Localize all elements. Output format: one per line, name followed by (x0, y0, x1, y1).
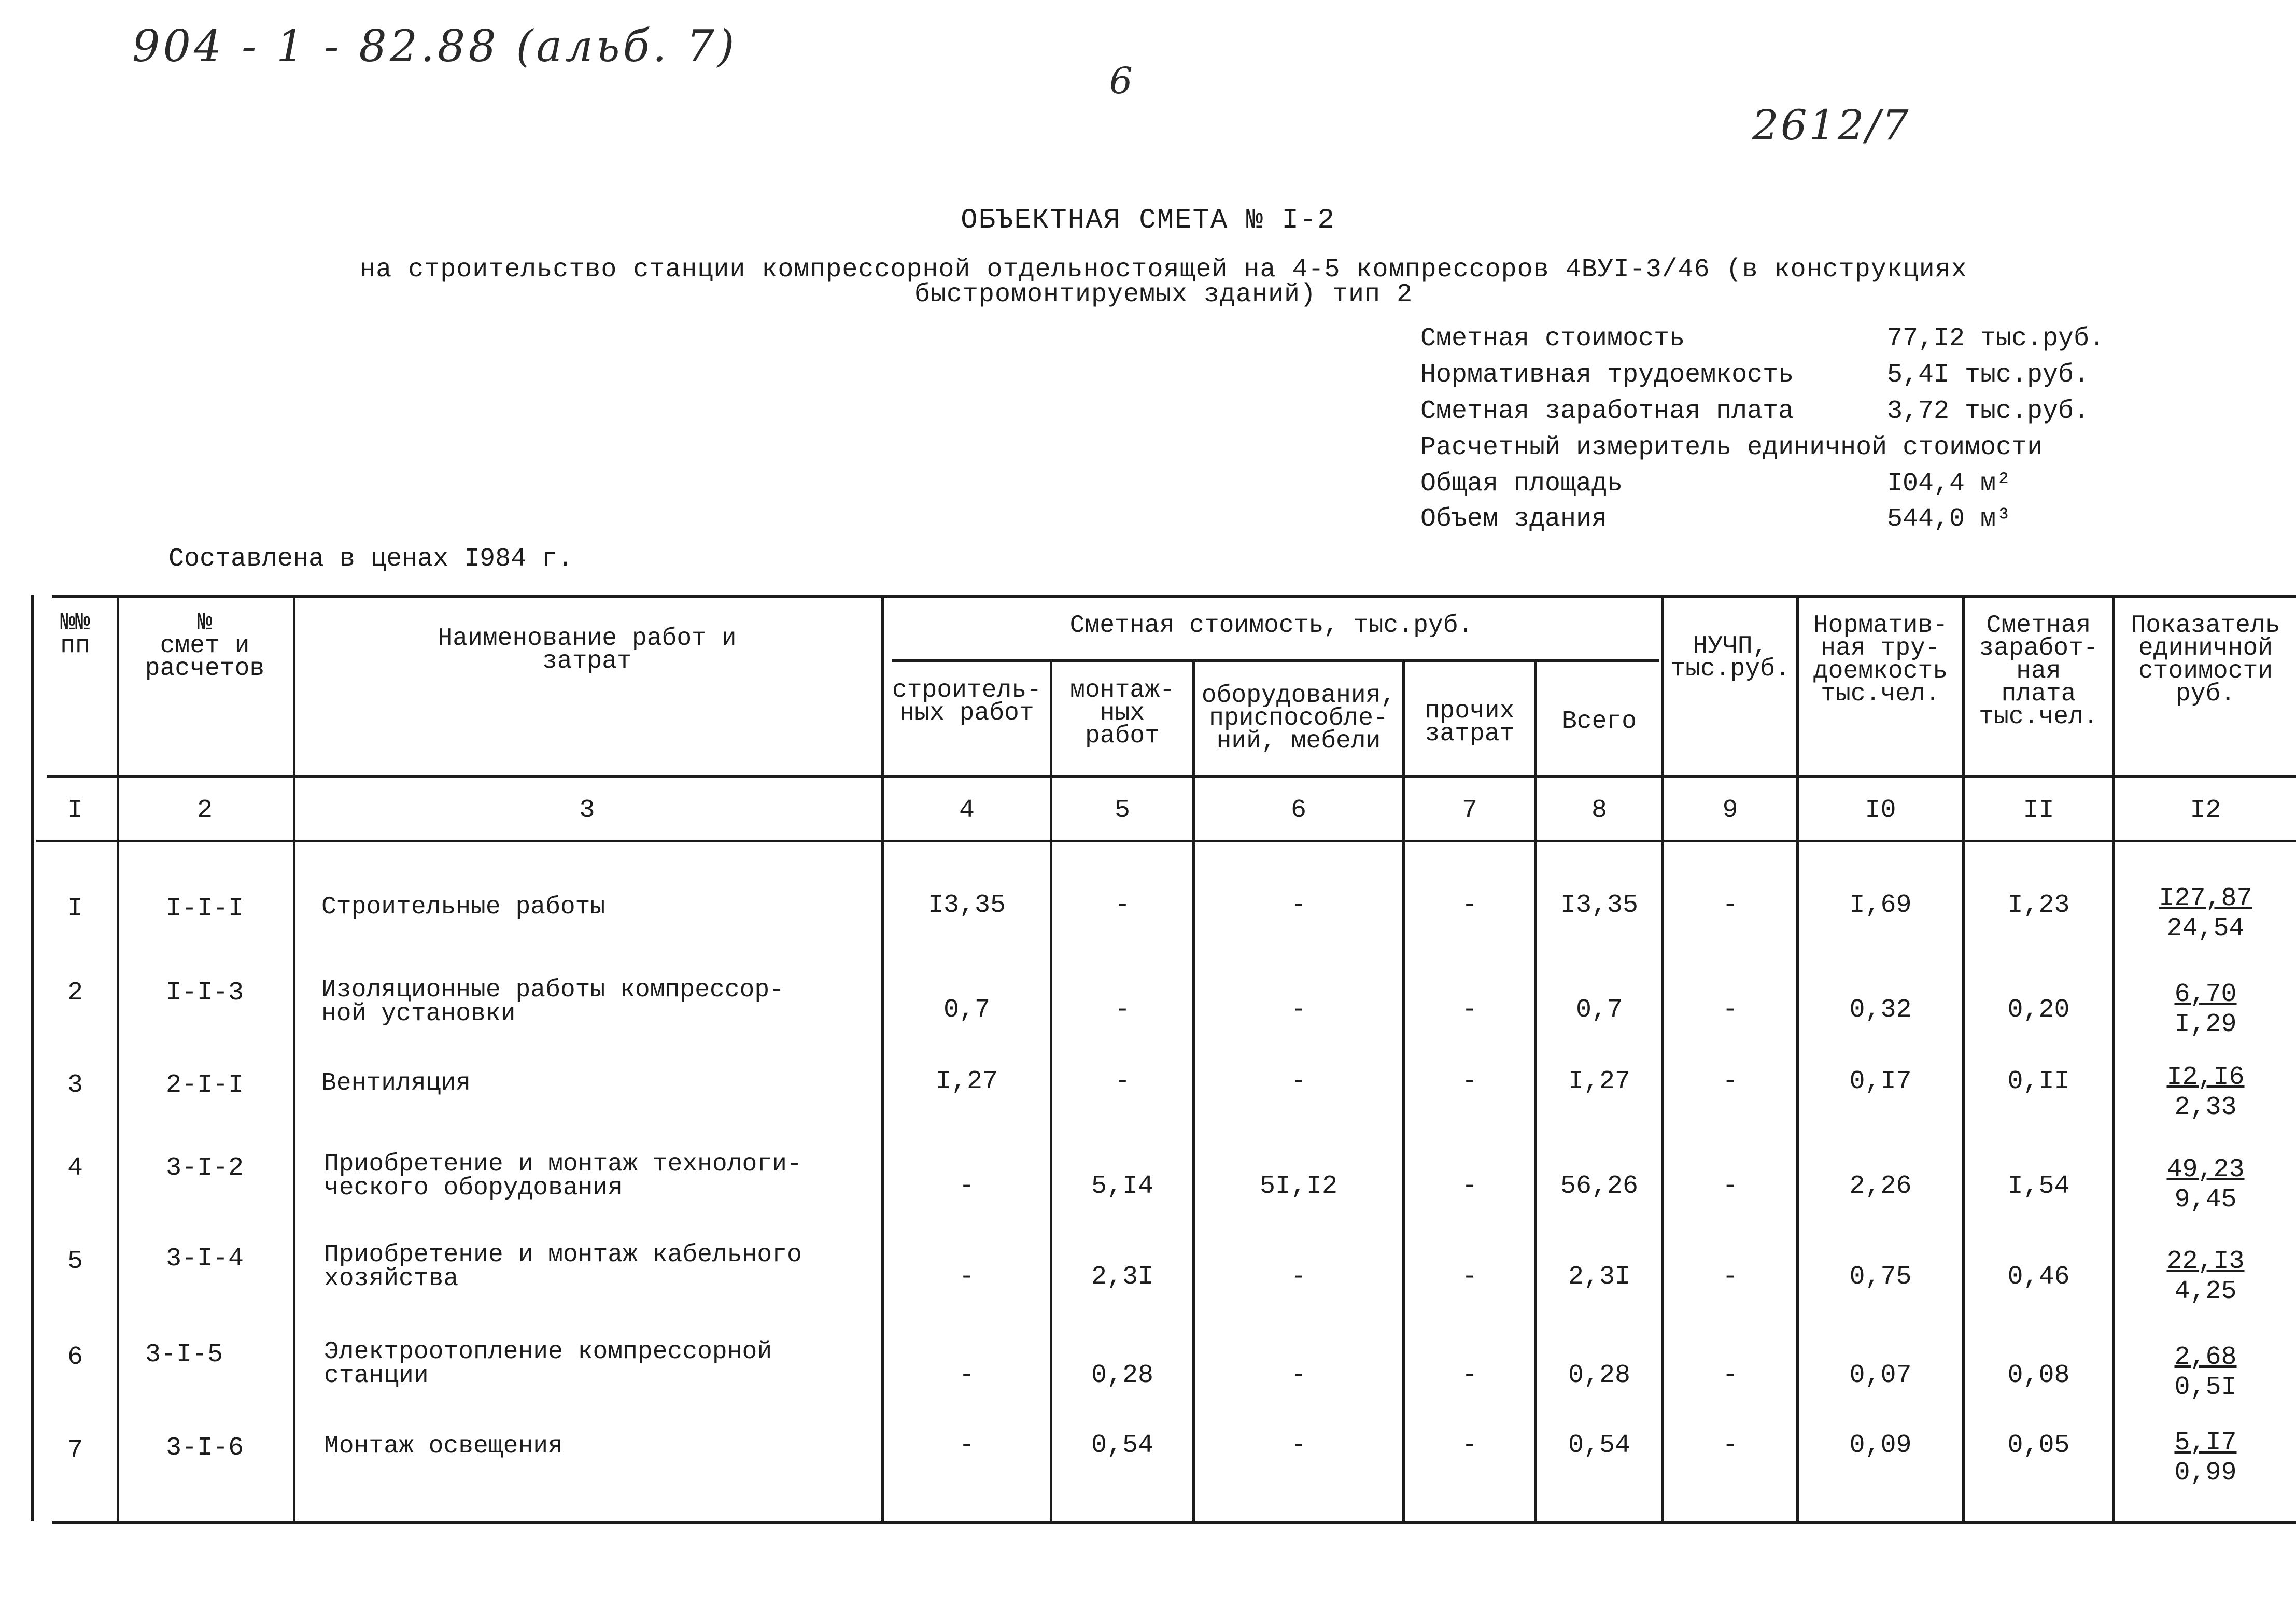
header-estimate-number: № смет и расчетов (145, 609, 265, 683)
header-total: Всего (1561, 708, 1637, 736)
wages-value: 0,05 (2007, 1431, 2070, 1460)
document-subtitle-line-1: на строительство станции компрессорной отдельностоящей на 4-5 компрессоров 4ВУI-3/46 (в конструкциях (360, 255, 1967, 285)
row-number: 2 (67, 978, 83, 1008)
summary-label-building-volume: Объем здания (1420, 504, 1608, 534)
col-divider-2 (293, 595, 295, 1521)
labor-intensity-value: 0,I7 (1849, 1067, 1912, 1096)
equipment-cost: 5I,I2 (1259, 1172, 1338, 1201)
unit-cost-denominator: 0,99 (2174, 1458, 2237, 1488)
header-other-costs: прочих затрат (1425, 697, 1515, 748)
other-cost: - (1461, 1262, 1477, 1292)
installation-cost: - (1114, 995, 1130, 1025)
unit-cost-indicator (2115, 1428, 2296, 1488)
unit-cost-indicator (2115, 884, 2296, 944)
header-equipment: оборудования, приспособле- ний, мебели (1201, 682, 1396, 755)
total-cost: 0,54 (1568, 1431, 1631, 1460)
estimate-code: 3-I-5 (145, 1340, 223, 1370)
wages-value: I,23 (2007, 891, 2070, 920)
unit-cost-numerator: I2,I6 (2166, 1063, 2245, 1092)
wages-value: 0,08 (2007, 1361, 2070, 1390)
nuchp-value: - (1722, 1361, 1738, 1390)
unit-cost-denominator: 24,54 (2166, 914, 2245, 943)
unit-cost-denominator: 0,5I (2174, 1373, 2237, 1402)
equipment-cost: - (1290, 1262, 1306, 1292)
labor-intensity-value: 0,75 (1849, 1262, 1912, 1292)
estimate-code: 3-I-6 (165, 1433, 244, 1463)
labor-intensity-value: 0,09 (1849, 1431, 1912, 1460)
installation-cost: 2,3I (1091, 1262, 1154, 1292)
header-construction-works: строитель- ных работ (892, 676, 1042, 727)
work-name: Изоляционные работы компрессор- ной установки (321, 976, 784, 1028)
table-bottom-rule (52, 1521, 2296, 1524)
row-number: 3 (67, 1070, 83, 1100)
sheet-code-handwritten: 2612/7 (1752, 101, 1911, 149)
row-number: 7 (67, 1436, 83, 1465)
total-cost: I,27 (1568, 1067, 1631, 1096)
installation-cost: - (1114, 891, 1130, 920)
labor-intensity-value: 0,32 (1849, 995, 1912, 1025)
row-number: I (67, 894, 83, 924)
row-number: 4 (67, 1153, 83, 1183)
column-number-12: I2 (2190, 796, 2221, 825)
unit-cost-indicator (2115, 1155, 2296, 1215)
construction-cost: I3,35 (927, 891, 1006, 920)
summary-value-wages: 3,72 тыс.руб. (1887, 397, 2090, 426)
construction-cost: I,27 (935, 1067, 998, 1096)
equipment-cost: - (1290, 995, 1306, 1025)
installation-cost: 0,54 (1091, 1431, 1154, 1460)
other-cost: - (1461, 1361, 1477, 1390)
summary-label-total-area: Общая площадь (1420, 469, 1623, 499)
summary-value-total-area: I04,4 м² (1887, 469, 2012, 499)
installation-cost: 0,28 (1091, 1361, 1154, 1390)
nuchp-value: - (1722, 1067, 1738, 1096)
nuchp-value: - (1722, 1431, 1738, 1460)
numbers-row-rule (36, 840, 2296, 842)
header-installation-works: монтаж- ных работ (1070, 676, 1175, 750)
equipment-cost: - (1290, 1361, 1306, 1390)
construction-cost: - (959, 1262, 975, 1292)
header-bottom-rule (47, 775, 2296, 778)
column-number-1: I (67, 796, 83, 825)
other-cost: - (1461, 995, 1477, 1025)
equipment-cost: - (1290, 891, 1306, 920)
work-name: Монтаж освещения (324, 1432, 563, 1460)
cost-group-rule (892, 659, 1659, 662)
estimate-code: 3-I-4 (165, 1244, 244, 1274)
nuchp-value: - (1722, 891, 1738, 920)
nuchp-value: - (1722, 995, 1738, 1025)
unit-cost-denominator: 9,45 (2174, 1185, 2237, 1215)
construction-cost: - (959, 1431, 975, 1460)
wages-value: I,54 (2007, 1172, 2070, 1201)
unit-cost-indicator (2115, 1343, 2296, 1403)
unit-cost-denominator: I,29 (2174, 1010, 2237, 1039)
unit-cost-numerator: 6,70 (2174, 980, 2237, 1009)
header-row-number: №№ пп (60, 609, 90, 660)
table-top-rule (52, 595, 2296, 598)
summary-value-labor-intensity: 5,4I тыс.руб. (1887, 360, 2090, 390)
installation-cost: 5,I4 (1091, 1172, 1154, 1201)
column-number-11: II (2023, 796, 2054, 825)
header-cost-group: Сметная стоимость, тыс.руб. (1069, 612, 1473, 640)
header-nuchp: НУЧП, тыс.руб. (1670, 632, 1790, 683)
unit-cost-denominator: 2,33 (2174, 1093, 2237, 1122)
unit-cost-indicator (2115, 1247, 2296, 1307)
row-number: 5 (67, 1247, 83, 1276)
column-number-5: 5 (1114, 796, 1130, 825)
header-work-name: Наименование работ и затрат (438, 625, 737, 675)
nuchp-value: - (1722, 1172, 1738, 1201)
other-cost: - (1461, 891, 1477, 920)
table-left-border (31, 595, 34, 1521)
summary-value-estimated-cost: 77,I2 тыс.руб. (1887, 324, 2105, 354)
estimate-code: 3-I-2 (165, 1153, 244, 1183)
document-code-handwritten: 904 - 1 - 82.88 (альб. 7) (132, 21, 738, 72)
col-divider-1 (117, 595, 119, 1521)
work-name: Вентиляция (321, 1069, 471, 1097)
labor-intensity-value: 0,07 (1849, 1361, 1912, 1390)
summary-label-wages: Сметная заработная плата (1420, 397, 1794, 426)
summary-value-building-volume: 544,0 м³ (1887, 504, 2012, 534)
unit-cost-numerator: 22,I3 (2166, 1247, 2245, 1276)
other-cost: - (1461, 1172, 1477, 1201)
summary-label-unit-measure: Расчетный измеритель единичной стоимости (1420, 433, 2043, 462)
prices-note: Составлена в ценах I984 г. (168, 544, 573, 574)
nuchp-value: - (1722, 1262, 1738, 1292)
unit-cost-denominator: 4,25 (2174, 1277, 2237, 1306)
column-number-4: 4 (959, 796, 975, 825)
row-number: 6 (67, 1343, 83, 1372)
total-cost: 0,28 (1568, 1361, 1631, 1390)
construction-cost: - (959, 1172, 975, 1201)
work-name: Электроотопление компрессорной станции (324, 1338, 772, 1390)
work-name: Приобретение и монтаж кабельного хозяйства (324, 1241, 802, 1293)
wages-value: 0,II (2007, 1067, 2070, 1096)
header-unit-cost: Показатель единичной стоимости руб. (2131, 612, 2280, 708)
document-title: ОБЪЕКТНАЯ СМЕТА № I-2 (961, 205, 1335, 236)
installation-cost: - (1114, 1067, 1130, 1096)
total-cost: 0,7 (1575, 995, 1623, 1025)
estimate-code: 2-I-I (165, 1070, 244, 1100)
total-cost: 56,26 (1560, 1172, 1639, 1201)
estimate-code: I-I-I (165, 894, 244, 924)
column-number-2: 2 (196, 796, 213, 825)
unit-cost-indicator (2115, 1063, 2296, 1123)
summary-label-estimated-cost: Сметная стоимость (1420, 324, 1685, 354)
page-number: 6 (1109, 60, 1133, 102)
total-cost: 2,3I (1568, 1262, 1631, 1292)
wages-value: 0,46 (2007, 1262, 2070, 1292)
column-number-8: 8 (1591, 796, 1607, 825)
header-wages: Сметная заработ- ная плата тыс.чел. (1979, 612, 2098, 731)
unit-cost-numerator: 5,I7 (2174, 1428, 2237, 1458)
column-number-6: 6 (1290, 796, 1306, 825)
estimate-code: I-I-3 (165, 978, 244, 1008)
construction-cost: - (959, 1361, 975, 1390)
wages-value: 0,20 (2007, 995, 2070, 1025)
unit-cost-numerator: 2,68 (2174, 1343, 2237, 1372)
total-cost: I3,35 (1560, 891, 1639, 920)
other-cost: - (1461, 1431, 1477, 1460)
document-subtitle-line-2: быстромонтируемых зданий) тип 2 (914, 280, 1413, 309)
labor-intensity-value: 2,26 (1849, 1172, 1912, 1201)
labor-intensity-value: I,69 (1849, 891, 1912, 920)
unit-cost-numerator: 49,23 (2166, 1155, 2245, 1184)
column-number-10: I0 (1865, 796, 1896, 825)
unit-cost-numerator: I27,87 (2159, 884, 2252, 913)
summary-label-labor-intensity: Нормативная трудоемкость (1420, 360, 1794, 390)
equipment-cost: - (1290, 1431, 1306, 1460)
column-number-9: 9 (1722, 796, 1738, 825)
construction-cost: 0,7 (943, 995, 990, 1025)
work-name: Приобретение и монтаж технологи- ческого оборудования (324, 1150, 802, 1202)
header-labor-intensity: Норматив- ная тру- доемкость тыс.чел. (1813, 612, 1948, 708)
equipment-cost: - (1290, 1067, 1306, 1096)
column-number-7: 7 (1461, 796, 1477, 825)
column-number-3: 3 (579, 796, 595, 825)
unit-cost-indicator (2115, 980, 2296, 1040)
other-cost: - (1461, 1067, 1477, 1096)
work-name: Строительные работы (321, 893, 605, 921)
